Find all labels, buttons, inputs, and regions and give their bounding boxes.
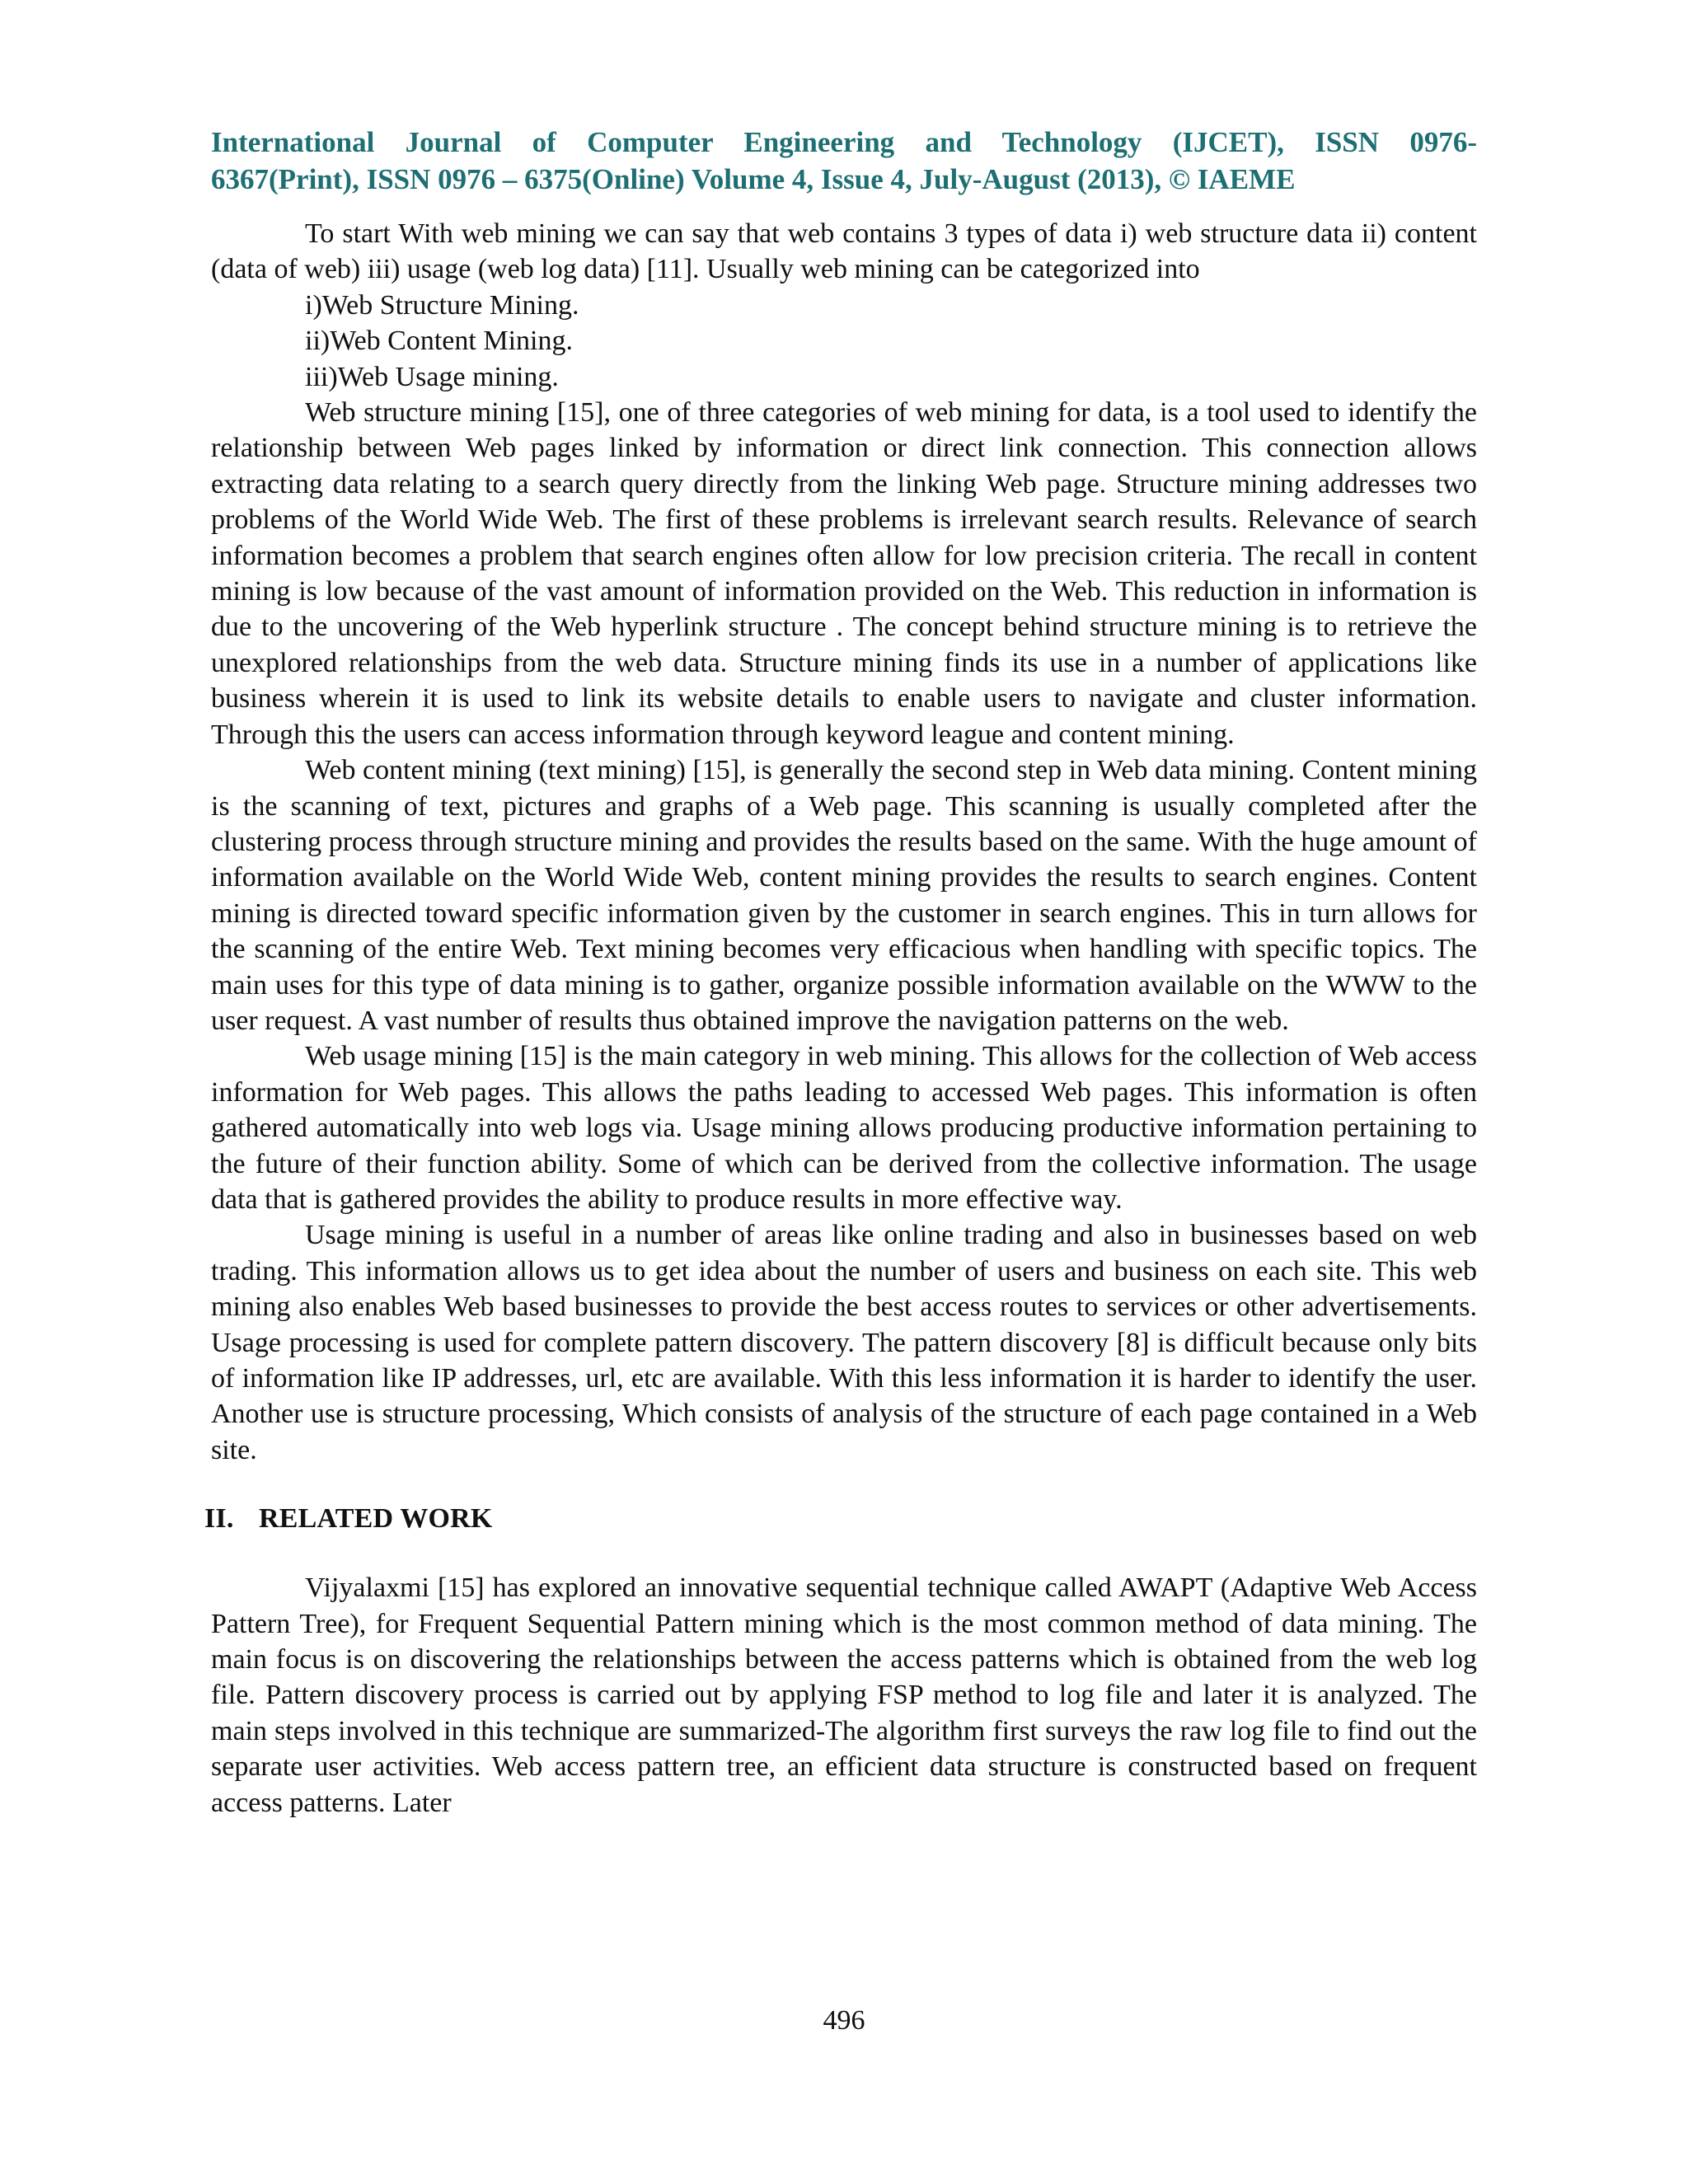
paper-page	[204, 124, 1477, 1821]
journal-header-line-1: International Journal of Computer Engineering and Technology (IJCET), ISSN 0976-	[211, 126, 1477, 158]
intro-paragraph: To start With web mining we can say that web contains 3 types of data i) web structure data ii) content (data of web) iii) usage (web log data) [11]. Usually web mining can be categorized into	[211, 218, 1477, 285]
list-item-structure-mining: i)Web Structure Mining.	[305, 289, 579, 321]
journal-header	[211, 124, 1477, 198]
list-item-usage-mining: iii)Web Usage mining.	[305, 361, 559, 392]
paragraph-structure-mining: Web structure mining [15], one of three categories of web mining for data, is a tool used to identify the relationship between Web pages linked by information or direct link connection. This connection allows extracting data relating to a search query directly from the linking Web page. Structure mining addresses two problems of the World Wide Web. The first of these problems is irrelevant search results. Relevance of search information becomes a problem that search engines often allow for low precision criteria. The recall in content mining is low because of the vast amount of information provided on the Web. This reduction in information is due to the uncovering of the Web hyperlink structure . The concept behind structure mining is to retrieve the unexplored relationships from the web data. Structure mining finds its use in a number of applications like business wherein it is used to link its website details to enable users to navigate and cluster information. Through this the users can access information through keyword league and content mining.	[211, 397, 1477, 750]
page-number: 496	[823, 2005, 865, 2036]
section-number: II.	[204, 1503, 234, 1535]
section-title: RELATED WORK	[259, 1503, 493, 1535]
section-heading-related-work	[204, 1501, 1477, 1537]
paragraph-related-work: Vijyalaxmi [15] has explored an innovative sequential technique called AWAPT (Adaptive Web Access Pattern Tree), for Frequent Sequential Pattern mining which is the most common method of data mining. The main focus is on discovering the relationships between the access patterns which is obtained from the web log file. Pattern discovery process is carried out by applying FSP method to log file and later it is analyzed. The main steps involved in this technique are summarized-The algorithm first surveys the raw log file to find out the separate user activities. Web access pattern tree, an efficient data structure is constructed based on frequent access patterns. Later	[211, 1572, 1477, 1818]
article-body	[204, 216, 1477, 1821]
list-item-content-mining: ii)Web Content Mining.	[305, 326, 573, 357]
paragraph-usage-mining: Web usage mining [15] is the main category in web mining. This allows for the collection of Web access information for Web pages. This allows the paths leading to accessed Web pages. This information is often gathered automatically into web logs via. Usage mining allows producing productive information pertaining to the future of their function ability. Some of which can be derived from the collective information. The usage data that is gathered provides the ability to produce results in more effective way.	[211, 1041, 1477, 1215]
paragraph-content-mining: Web content mining (text mining) [15], is generally the second step in Web data mining. Content mining is the scanning of text, pictures and graphs of a Web page. This scanning is usually completed after the clustering process through structure mining and provides the results based on the same. With the huge amount of information available on the World Wide Web, content mining provides the results to search engines. Content mining is directed toward specific information given by the customer in search engines. This in turn allows for the scanning of the entire Web. Text mining becomes very efficacious when handling with specific topics. The main uses for this type of data mining is to gather, organize possible information available on the WWW to the user request. A vast number of results thus obtained improve the navigation patterns on the web.	[211, 755, 1477, 1036]
paragraph-usage-areas: Usage mining is useful in a number of areas like online trading and also in businesses based on web trading. This information allows us to get idea about the number of users and business on each site. This web mining also enables Web based businesses to provide the best access routes to services or other advertisements. Usage processing is used for complete pattern discovery. The pattern discovery [8] is difficult because only bits of information like IP addresses, url, etc are available. With this less information it is harder to identify the user. Another use is structure processing, Which consists of analysis of the structure of each page contained in a Web site.	[211, 1220, 1477, 1465]
journal-header-line-2: 6367(Print), ISSN 0976 – 6375(Online) Volume 4, Issue 4, July-August (2013), © IAEME	[211, 163, 1296, 195]
